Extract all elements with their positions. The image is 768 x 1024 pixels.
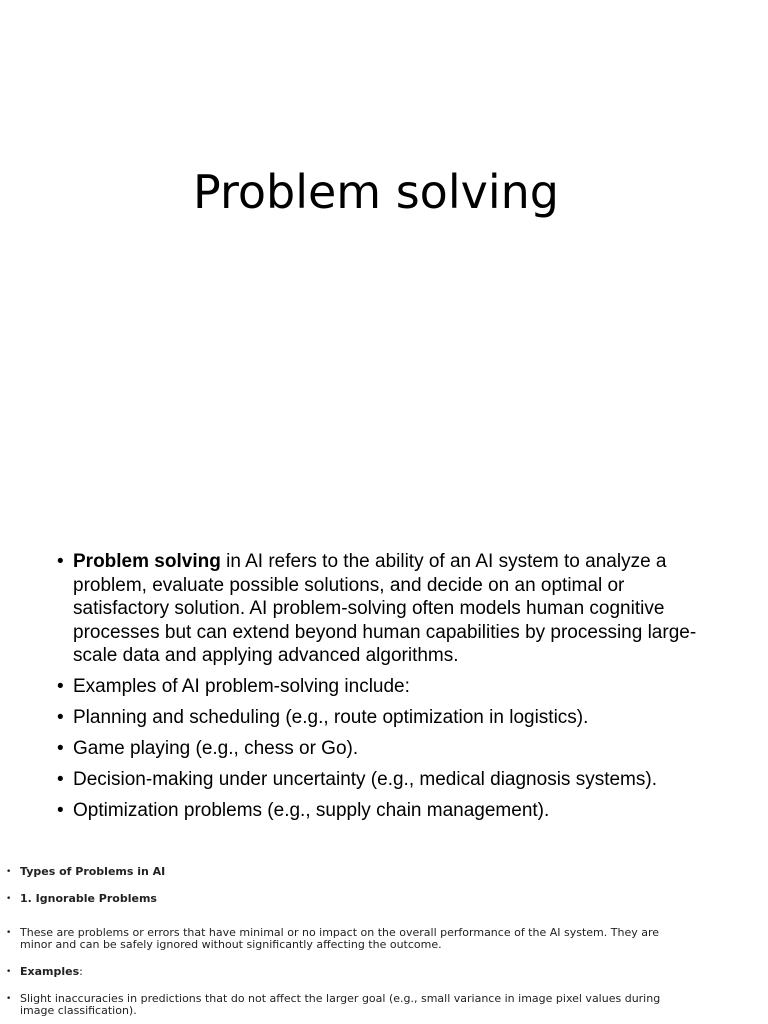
list-item: [6, 966, 666, 978]
list-item: • Decision-making under uncertainty (e.g., medical diagnosis systems).: [57, 768, 717, 792]
section-subheading: 1. Ignorable Problems: [20, 892, 157, 905]
examples-colon: :: [79, 965, 83, 978]
list-item: • Examples of AI problem-solving include:: [57, 675, 717, 699]
problem-types-list: [6, 866, 666, 1017]
list-item: [6, 866, 666, 878]
list-item: • Planning and scheduling (e.g., route optimization in logistics).: [57, 706, 717, 730]
example-text: Slight inaccuracies in predictions that do not affect the larger goal (e.g., small variance in image pixel values during image classification).: [20, 992, 661, 1017]
list-item: • Game playing (e.g., chess or Go).: [57, 737, 717, 761]
description-text: These are problems or errors that have minimal or no impact on the overall performance of the AI system. They are minor and can be safely ignored without significantly affecting the outcome.: [20, 926, 660, 951]
definition-bullet-list: [57, 550, 717, 830]
list-item: [6, 993, 666, 1017]
term-bold: Problem solving: [73, 551, 221, 572]
list-item: [6, 893, 666, 905]
examples-label: Examples: [20, 965, 80, 978]
slide-title: Problem solving: [193, 165, 559, 219]
definition-text: in AI refers to the ability of an AI system to analyze a problem, evaluate possible solutions, and decide on an optimal or satisfactory solution. AI problem-solving often models human cognitive processes but can extend beyond human capabilities by processing large-scale data and applying advanced algorithms.: [73, 551, 697, 666]
list-item: [6, 927, 666, 951]
list-item: • Optimization problems (e.g., supply chain management).: [57, 799, 717, 823]
section-heading: Types of Problems in AI: [20, 865, 166, 878]
list-item: [57, 550, 717, 668]
